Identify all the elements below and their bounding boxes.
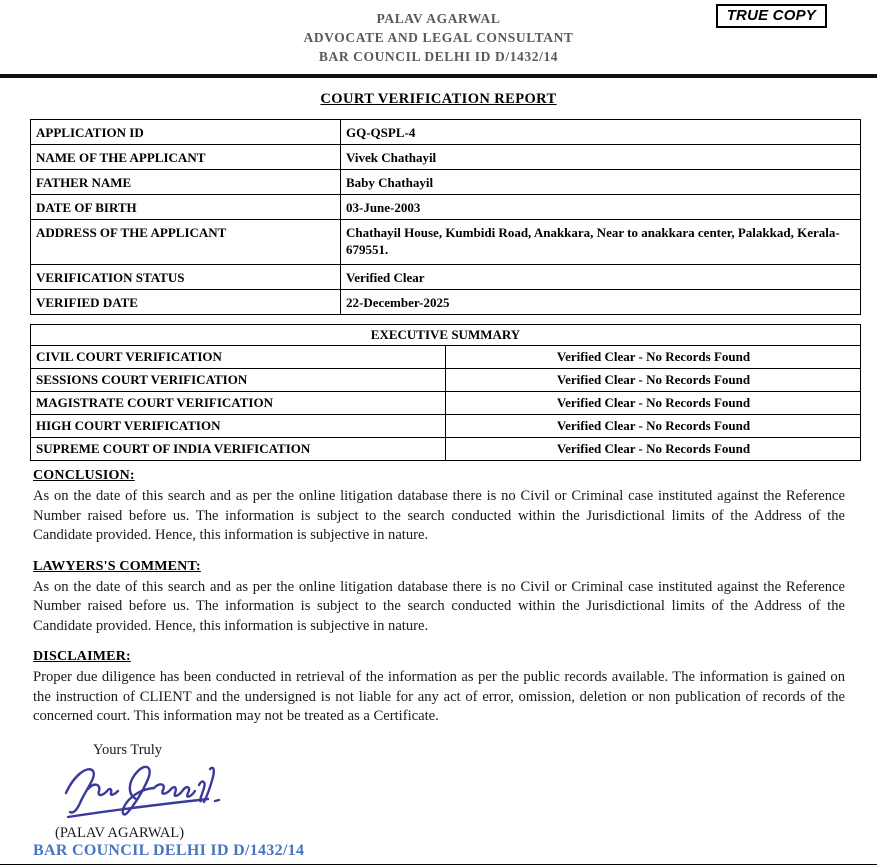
detail-value: Baby Chathayil (341, 170, 861, 195)
table-row (31, 220, 861, 265)
conclusion-body: As on the date of this search and as per the online litigation database there is no Civil or Criminal case instituted against the Reference Number raised before us. The information is subject to the search conducted within the Jurisdictional limits of the Address of the Candidate provided. Hence, this information is subjective in nature. (33, 488, 845, 543)
court-status: Verified Clear - No Records Found (446, 369, 861, 392)
table-row (31, 438, 861, 461)
detail-label: VERIFIED DATE (31, 290, 341, 315)
table-row (31, 369, 861, 392)
court-label: SESSIONS COURT VERIFICATION (31, 369, 446, 392)
court-status: Verified Clear - No Records Found (446, 392, 861, 415)
table-row (31, 415, 861, 438)
bar-council-footer: BAR COUNCIL DELHI ID D/1432/14 (33, 841, 305, 859)
conclusion-section (33, 468, 845, 546)
summary-table-title: EXECUTIVE SUMMARY (31, 325, 861, 346)
lawyers-comment-body: As on the date of this search and as per the online litigation database there is no Civil or Criminal case instituted against the Reference Number raised before us. The information is subject to the search conducted within the Jurisdictional limits of the Address of the Candidate provided. Hence, this information is subjective in nature. (33, 578, 845, 634)
disclaimer-body: Proper due diligence has been conducted in retrieval of the information as per the public records available. The information is gained on the instruction of CLIENT and the undersigned is not liable for any act of error, omission, deletion or non publication of records of the concerned court. This information may not be treated as a Certificate. (33, 669, 845, 724)
table-row (31, 265, 861, 290)
court-status: Verified Clear - No Records Found (446, 415, 861, 438)
lawyers-comment-heading: LAWYERS'S COMMENT: (33, 558, 201, 574)
detail-label: DATE OF BIRTH (31, 195, 341, 220)
court-label: SUPREME COURT OF INDIA VERIFICATION (31, 438, 446, 461)
detail-value: Verified Clear (341, 265, 861, 290)
detail-value: 03-June-2003 (341, 195, 861, 220)
true-copy-stamp: TRUE COPY (716, 4, 827, 28)
table-row (31, 195, 861, 220)
conclusion-heading: CONCLUSION: (33, 468, 135, 483)
table-row (31, 145, 861, 170)
letterhead-bar-council-id: BAR COUNCIL DELHI ID D/1432/14 (318, 49, 559, 64)
applicant-details-table (30, 119, 861, 315)
court-label: CIVIL COURT VERIFICATION (31, 346, 446, 369)
court-status: Verified Clear - No Records Found (446, 346, 861, 369)
handwritten-signature (58, 761, 243, 825)
signer-name: (PALAV AGARWAL) (55, 824, 185, 841)
disclaimer-heading: DISCLAIMER: (33, 649, 131, 664)
detail-value: Vivek Chathayil (341, 145, 861, 170)
page-title: COURT VERIFICATION REPORT (320, 91, 557, 107)
table-row (31, 346, 861, 369)
disclaimer-section (33, 649, 845, 727)
closing-salutation: Yours Truly (93, 741, 163, 758)
header-divider (0, 74, 877, 78)
table-row (31, 120, 861, 145)
table-row (31, 392, 861, 415)
detail-label: FATHER NAME (31, 170, 341, 195)
detail-value: GQ-QSPL-4 (341, 120, 861, 145)
detail-value: Chathayil House, Kumbidi Road, Anakkara, Near to anakkara center, Palakkad, Kerala-679551. (341, 220, 861, 265)
table-header-row (31, 325, 861, 346)
detail-label: ADDRESS OF THE APPLICANT (31, 220, 341, 265)
detail-value: 22-December-2025 (341, 290, 861, 315)
executive-summary-table (30, 324, 861, 461)
detail-label: VERIFICATION STATUS (31, 265, 341, 290)
letterhead-name: PALAV AGARWAL (376, 11, 501, 26)
letterhead-designation: ADVOCATE AND LEGAL CONSULTANT (303, 30, 574, 45)
court-label: MAGISTRATE COURT VERIFICATION (31, 392, 446, 415)
lawyers-comment-section (33, 559, 845, 637)
detail-label: APPLICATION ID (31, 120, 341, 145)
detail-label: NAME OF THE APPLICANT (31, 145, 341, 170)
table-row (31, 170, 861, 195)
court-status: Verified Clear - No Records Found (446, 438, 861, 461)
court-label: HIGH COURT VERIFICATION (31, 415, 446, 438)
table-row (31, 290, 861, 315)
